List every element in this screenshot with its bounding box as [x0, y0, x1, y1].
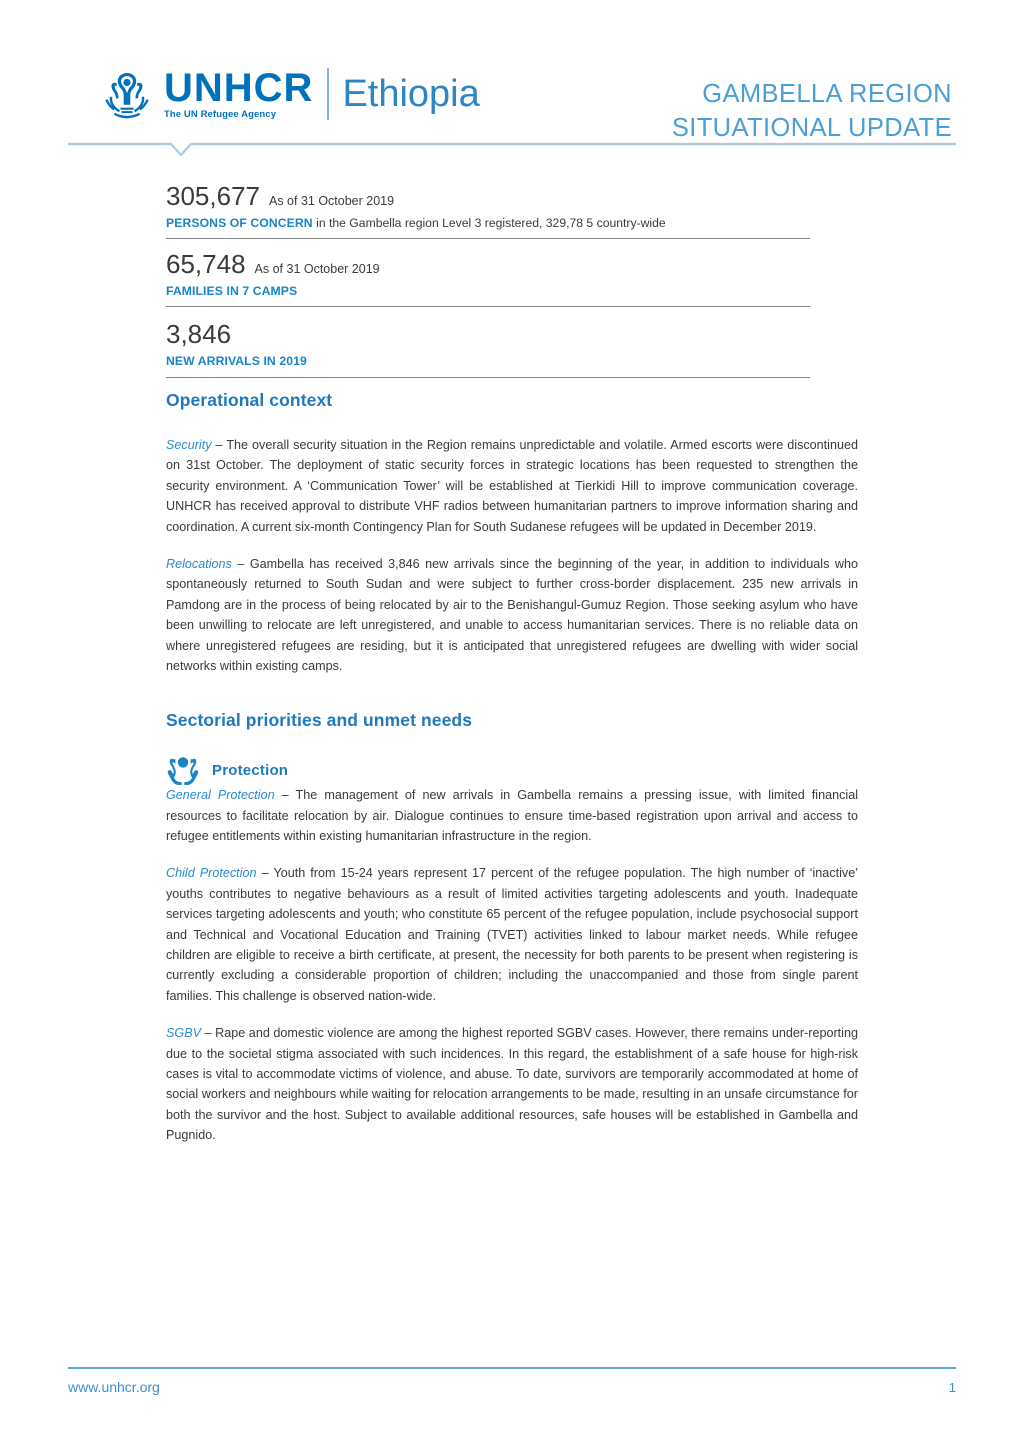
stat-number: 305,677	[166, 181, 260, 211]
stat-number: 3,846	[166, 319, 232, 350]
paragraph-lead: Relocations	[166, 556, 232, 571]
unhcr-emblem-icon	[96, 66, 158, 122]
sector-protection-header	[166, 755, 858, 785]
stat-label: FAMILIES IN 7 CAMPS	[166, 283, 298, 298]
heading-sectorial-priorities: Sectorial priorities and unmet needs	[166, 710, 473, 731]
page-title-line-2: SITUATIONAL UPDATE	[671, 113, 952, 142]
paragraph-text: Rape and domestic violence are among the highest reported SGBV cases. However, there remains under-reporting due to the societal stigma associated with such incidences. In this regard, the establishment of a safe house for high-risk cases is vital to accommodate victims of violence, and abuse. To date, survivors are temporarily accommodated at home of social workers and neighbours while waiting for relocation arrangements to be made, resulting in an unsafe circumstance for both the survivor and the host. Subject to available additional resources, safe houses will be established in Gambella and Pugnido.	[166, 1026, 858, 1143]
paragraph-text: Gambella has received 3,846 new arrivals since the beginning of the year, in addition to individuals who spontaneously returned to South Sudan and were subject to further cross-border displacement. 235 new arrivals in Pamdong are in the process of being relocated by air to the Benishangul-Gumuz Region. Those seeking asylum who have been unwilling to relocate are left unregistered, and unable to access humanitarian services. There is no reliable data on where unregistered refugees are residing, but it is anticipated that unregistered refugees are dwelling with wider social networks within existing camps.	[166, 556, 858, 673]
stat-as-of: As of 31 October 2019	[268, 194, 395, 208]
paragraph-dash: –	[231, 556, 250, 571]
footer-url[interactable]: www.unhcr.org	[68, 1379, 160, 1395]
stat-row	[166, 318, 810, 377]
protection-hands-icon	[166, 755, 200, 785]
footer-page-number: 1	[948, 1380, 956, 1395]
paragraph-lead: Security	[166, 438, 212, 452]
header-divider-with-notch	[68, 141, 956, 159]
unhcr-name: UNHCR	[164, 65, 314, 110]
document-header	[0, 0, 1024, 150]
paragraph-child-protection	[166, 863, 858, 1006]
paragraph-general-protection	[166, 785, 858, 846]
paragraph-dash: –	[201, 1026, 216, 1041]
paragraph-relocations	[166, 554, 858, 676]
paragraph-lead: SGBV	[166, 1026, 201, 1041]
paragraph-lead: General Protection	[166, 788, 275, 803]
heading-operational-context: Operational context	[166, 390, 333, 410]
stat-label: NEW ARRIVALS IN 2019	[166, 353, 307, 368]
document-footer	[68, 1367, 956, 1395]
page-title	[672, 78, 952, 145]
unhcr-tagline: The UN Refugee Agency	[164, 108, 277, 120]
sector-protection-label: Protection	[212, 761, 289, 779]
paragraph-sgbv	[166, 1023, 858, 1145]
paragraph-lead: Child Protection	[166, 866, 257, 881]
stat-row	[166, 248, 810, 307]
stat-row	[166, 180, 810, 239]
logo-divider	[327, 68, 329, 120]
country-name: Ethiopia	[342, 73, 480, 115]
paragraph-text: The management of new arrivals in Gambella remains a pressing issue, with limited financial resources to facilitate relocation by air. Dialogue continues to ensure time-based registration upon arrival and access to refugee entitlements within existing humanitarian infrastructure in the region.	[166, 788, 858, 844]
stat-label: PERSONS OF CONCERN	[166, 215, 313, 230]
unhcr-logo	[96, 66, 480, 122]
paragraph-dash: –	[256, 866, 274, 881]
footer-divider	[68, 1367, 956, 1369]
key-figures	[166, 180, 810, 378]
paragraph-text: Youth from 15-24 years represent 17 percent of the refugee population. The high number of ‘inactive’ youths contributes to negative behaviours as a result of limited activities targeting adolescents and youth. Inadequate services targeting adolescents and youth; who constitute 65 percent of the refugee population, include psychosocial support and Technical and Vocational Education and Training (TVET) activities linked to labour market needs. While refugee children are eligible to receive a birth certificate, at present, the necessity for both parents to be present when registering is currently excluding a considerable proportion of children; including the unaccompanied and those from single parent families. This challenge is observed nation-wide.	[166, 866, 859, 1003]
unhcr-wordmark	[164, 65, 314, 120]
page-title-line-1: GAMBELLA REGION	[702, 80, 952, 108]
paragraph-dash: –	[211, 438, 227, 452]
paragraph-security	[166, 435, 858, 537]
stat-as-of: As of 31 October 2019	[254, 262, 380, 277]
paragraph-dash: –	[274, 788, 296, 803]
document-body	[166, 390, 858, 1146]
paragraph-text: The overall security situation in the Region remains unpredictable and volatile. Armed escorts were discontinued on 31st October. The deployment of static security forces in strategic locations has been requested to strengthen the security environment. A ‘Communication Tower’ will be established at Tierkidi Hill to improve communication coverage. UNHCR has received approval to distribute VHF radios between humanitarian partners to improve information sharing and coordination. A current six-month Contingency Plan for South Sudanese refugees will be updated in December 2019.	[166, 438, 858, 534]
stat-number: 65,748	[166, 249, 246, 280]
stat-detail: in the Gambella region Level 3 registered, 329,78 5 country-wide	[312, 215, 666, 230]
